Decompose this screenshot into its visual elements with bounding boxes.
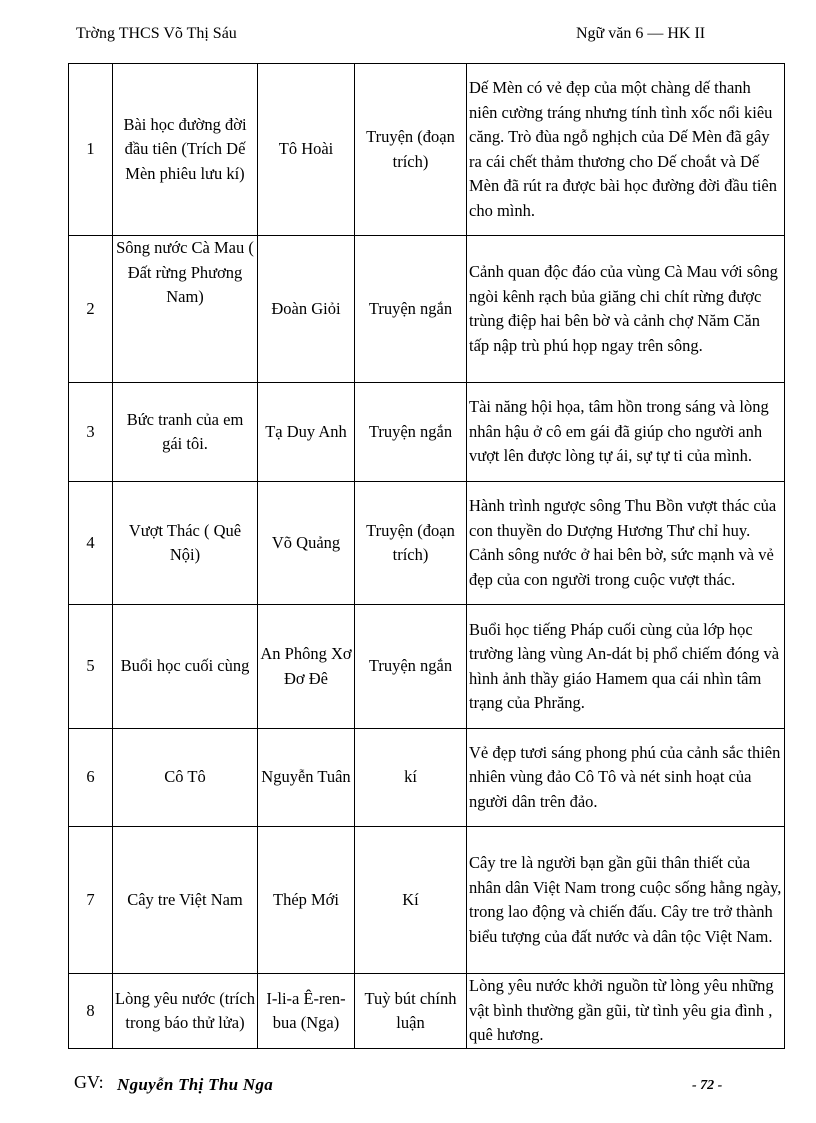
teacher-name: Nguyễn Thị Thu Nga — [117, 1075, 274, 1094]
footer-gv-label: GV: — [74, 1072, 104, 1092]
table-row — [69, 64, 785, 236]
work-title: Buổi học cuối cùng — [113, 605, 258, 729]
table-row — [69, 827, 785, 974]
row-number: 5 — [69, 605, 113, 729]
work-author: Tô Hoài — [258, 64, 355, 236]
literature-table — [68, 63, 785, 1049]
work-content: Buổi học tiếng Pháp cuối cùng của lớp học trường làng vùng An-dát bị phổ chiếm đóng và hình ảnh thầy giáo Hamem qua cái nhìn tâm trạng của Phrăng. — [467, 605, 785, 729]
table-row — [69, 974, 785, 1049]
row-number: 7 — [69, 827, 113, 974]
row-number: 3 — [69, 383, 113, 482]
row-number: 4 — [69, 482, 113, 605]
work-title: Vượt Thác ( Quê Nội) — [113, 482, 258, 605]
work-content: Hành trình ngược sông Thu Bồn vượt thác của con thuyền do Dượng Hương Thư chỉ huy. Cảnh sông nước ở hai bên bờ, sức mạnh và vẻ đẹp của con người trong cuộc vượt thác. — [467, 482, 785, 605]
work-author: Đoàn Giỏi — [258, 236, 355, 383]
work-author: An Phông Xơ Đơ Đê — [258, 605, 355, 729]
work-content: Tài năng hội họa, tâm hồn trong sáng và lòng nhân hậu ở cô em gái đã giúp cho người anh vượt lên được lòng tự ái, sự tự ti của mình. — [467, 383, 785, 482]
work-author: Võ Quảng — [258, 482, 355, 605]
work-title: Cô Tô — [113, 729, 258, 827]
work-title: Lòng yêu nước (trích trong báo thử lửa) — [113, 974, 258, 1049]
work-genre: Tuỳ bút chính luận — [355, 974, 467, 1049]
table-row — [69, 729, 785, 827]
work-title: Bức tranh của em gái tôi. — [113, 383, 258, 482]
work-content: Vẻ đẹp tươi sáng phong phú của cảnh sắc thiên nhiên vùng đảo Cô Tô và nét sinh hoạt của người dân trên đảo. — [467, 729, 785, 827]
work-author: Nguyễn Tuân — [258, 729, 355, 827]
work-content: Dế Mèn có vẻ đẹp của một chàng dế thanh niên cường tráng nhưng tính tình xốc nổi kiêu căng. Trò đùa ngỗ nghịch của Dế Mèn đã gây ra cái chết thảm thương cho Dế choắt và Dế Mèn đã rút ra được bài học đường đời đầu tiên cho mình. — [467, 64, 785, 236]
row-number: 2 — [69, 236, 113, 383]
work-genre: Truyện ngắn — [355, 383, 467, 482]
row-number: 1 — [69, 64, 113, 236]
header-school: Trờng THCS Võ Thị Sáu — [76, 25, 237, 42]
table-row — [69, 236, 785, 383]
work-title: Cây tre Việt Nam — [113, 827, 258, 974]
table-row — [69, 383, 785, 482]
work-genre: Truyện ngắn — [355, 605, 467, 729]
table-row — [69, 482, 785, 605]
work-title: Bài học đường đời đầu tiên (Trích Dế Mèn phiêu lưu kí) — [113, 64, 258, 236]
header-subject: Ngữ văn 6 — HK II — [576, 25, 706, 42]
work-genre: Truyện ngắn — [355, 236, 467, 383]
work-author: Tạ Duy Anh — [258, 383, 355, 482]
work-content: Cây tre là người bạn gần gũi thân thiết của nhân dân Việt Nam trong cuộc sống hằng ngày, trong lao động và chiến đấu. Cây tre trở thành biểu tượng của đất nước và dân tộc Việt Nam. — [467, 827, 785, 974]
work-title: Sông nước Cà Mau ( Đất rừng Phương Nam) — [113, 236, 258, 383]
work-content: Lòng yêu nước khởi nguồn từ lòng yêu những vật bình thường gần gũi, từ tình yêu gia đình , quê hương. — [467, 974, 785, 1049]
table-row — [69, 605, 785, 729]
row-number: 6 — [69, 729, 113, 827]
work-content: Cảnh quan độc đáo của vùng Cà Mau với sông ngòi kênh rạch bủa giăng chi chít rừng được trùng điệp hai bên bờ và cảnh chợ Năm Căn tấp nập trù phú họp ngay trên sông. — [467, 236, 785, 383]
work-genre: Truyện (đoạn trích) — [355, 482, 467, 605]
page-number: - 72 - — [692, 1078, 723, 1093]
work-genre: kí — [355, 729, 467, 827]
work-author: I-li-a Ê-ren-bua (Nga) — [258, 974, 355, 1049]
row-number: 8 — [69, 974, 113, 1049]
work-genre: Kí — [355, 827, 467, 974]
work-author: Thép Mới — [258, 827, 355, 974]
work-genre: Truyện (đoạn trích) — [355, 64, 467, 236]
